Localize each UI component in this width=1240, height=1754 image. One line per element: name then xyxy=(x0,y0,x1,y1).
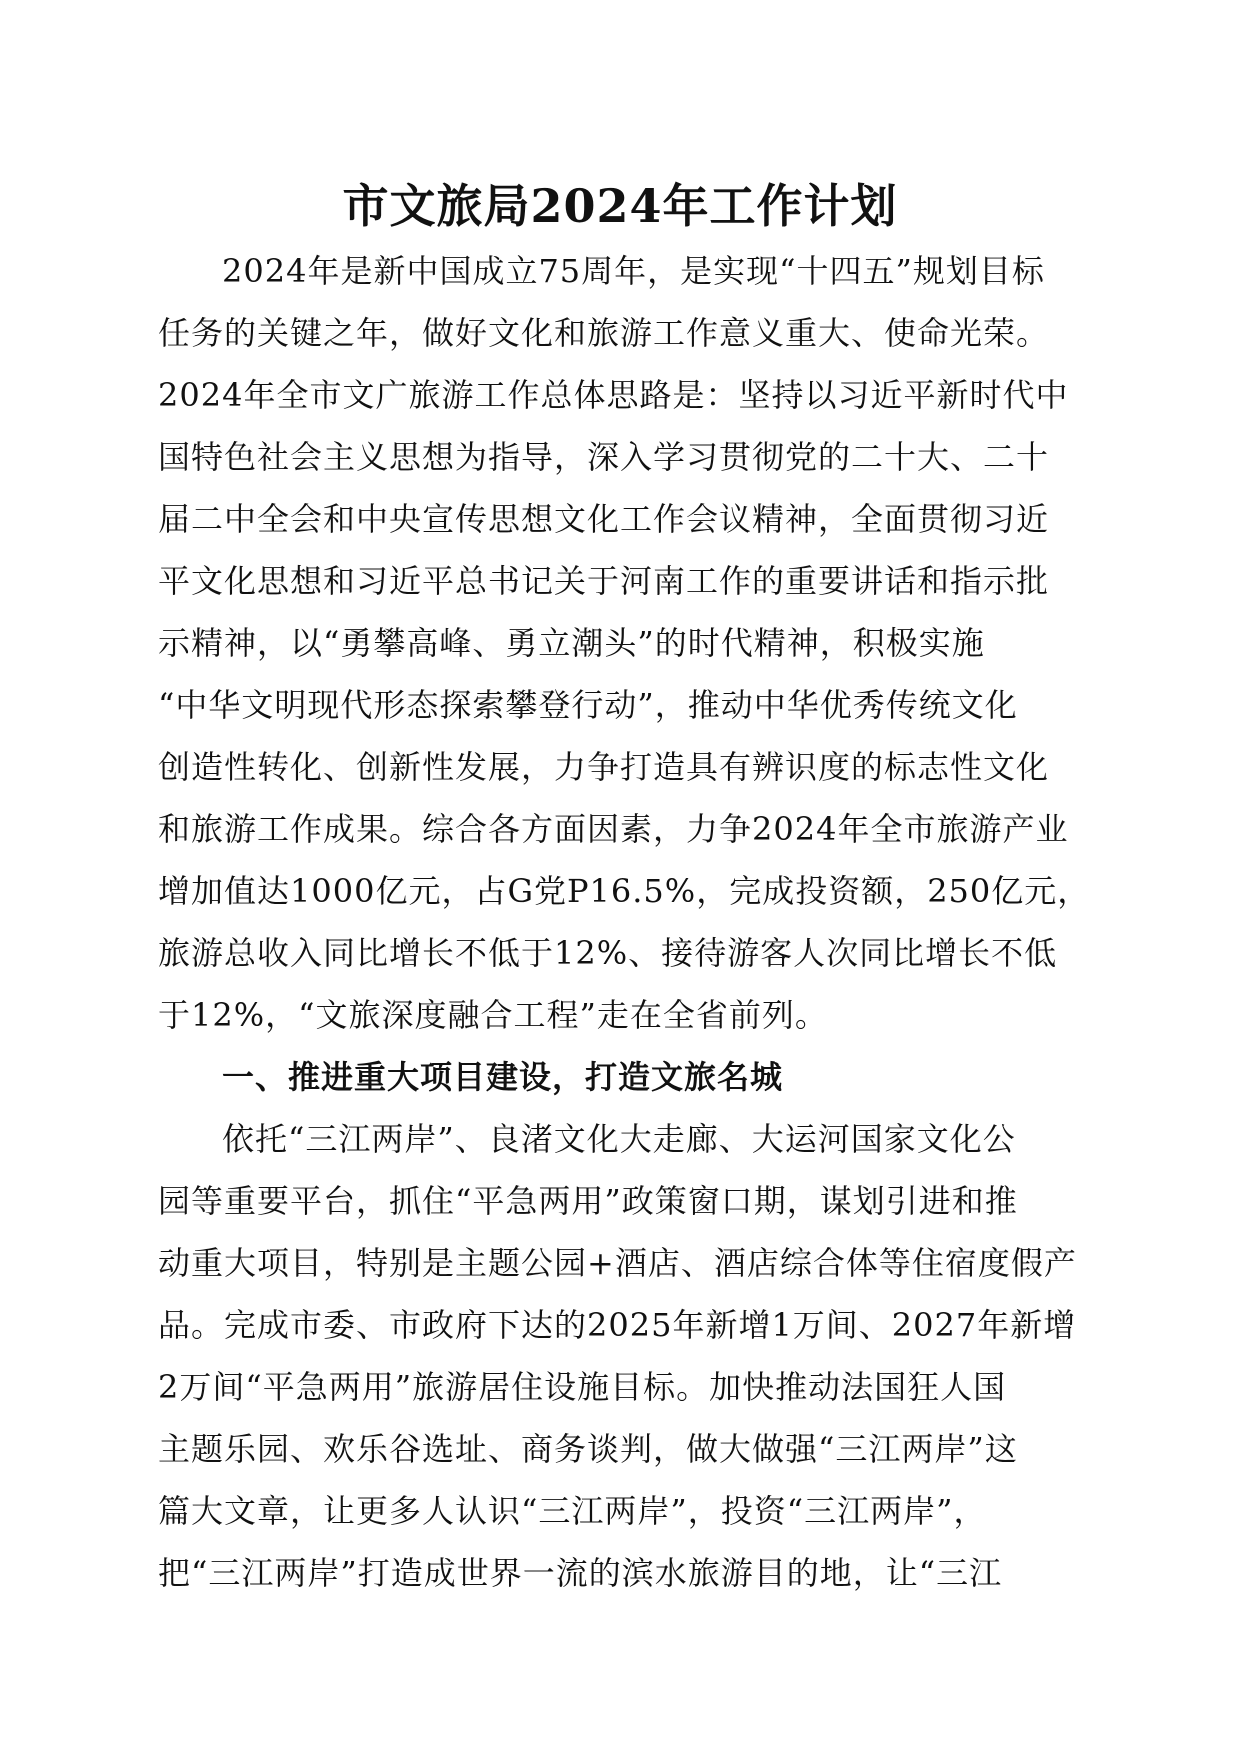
intro-line-7: 示精神，以“勇攀高峰、勇立潮头”的时代精神，积极实施 xyxy=(158,624,985,662)
intro-line-12: 旅游总收入同比增长不低于12%、接待游客人次同比增长不低 xyxy=(158,934,1058,972)
intro-line-13: 于12%，“文旅深度融合工程”走在全省前列。 xyxy=(158,996,828,1034)
section-line-2: 园等重要平台，抓住“平急两用”政策窗口期，谋划引进和推 xyxy=(158,1182,1018,1220)
section-line-5: 2万间“平急两用”旅游居住设施目标。加快推动法国狂人国 xyxy=(158,1368,1007,1406)
section-line-7: 篇大文章，让更多人认识“三江两岸”，投资“三江两岸”， xyxy=(158,1492,987,1530)
section-line-3: 动重大项目，特别是主题公园+酒店、酒店综合体等住宿度假产 xyxy=(158,1244,1077,1282)
document-body xyxy=(158,240,1091,1604)
section-heading: 一、推进重大项目建设，打造文旅名城 xyxy=(222,1058,784,1096)
intro-line-2: 任务的关键之年，做好文化和旅游工作意义重大、使命光荣。 xyxy=(158,314,1050,352)
section-line-4: 品。完成市委、市政府下达的2025年新增1万间、2027年新增 xyxy=(158,1306,1077,1344)
intro-line-4: 国特色社会主义思想为指导，深入学习贯彻党的二十大、二十 xyxy=(158,438,1050,476)
intro-line-1: 2024年是新中国成立75周年，是实现“十四五”规划目标 xyxy=(222,252,1045,290)
section-line-6: 主题乐园、欢乐谷选址、商务谈判，做大做强“三江两岸”这 xyxy=(158,1430,1018,1468)
document-title: 市文旅局2024年工作计划 xyxy=(342,179,898,233)
intro-line-3: 2024年全市文广旅游工作总体思路是：坚持以习近平新时代中 xyxy=(158,376,1069,414)
section-line-1: 依托“三江两岸”、良渚文化大走廊、大运河国家文化公 xyxy=(222,1120,1016,1158)
intro-line-6: 平文化思想和习近平总书记关于河南工作的重要讲话和指示批 xyxy=(158,562,1050,600)
intro-line-5: 届二中全会和中央宣传思想文化工作会议精神，全面贯彻习近 xyxy=(158,500,1050,538)
intro-line-10: 和旅游工作成果。综合各方面因素，力争2024年全市旅游产业 xyxy=(158,810,1069,848)
intro-line-11: 增加值达1000亿元，占G党P16.5%，完成投资额，250亿元， xyxy=(158,872,1091,910)
section-line-8: 把“三江两岸”打造成世界一流的滨水旅游目的地，让“三江 xyxy=(158,1554,1003,1592)
intro-line-9: 创造性转化、创新性发展，力争打造具有辨识度的标志性文化 xyxy=(158,748,1050,786)
intro-line-8: “中华文明现代形态探索攀登行动”，推动中华优秀传统文化 xyxy=(158,686,1018,724)
